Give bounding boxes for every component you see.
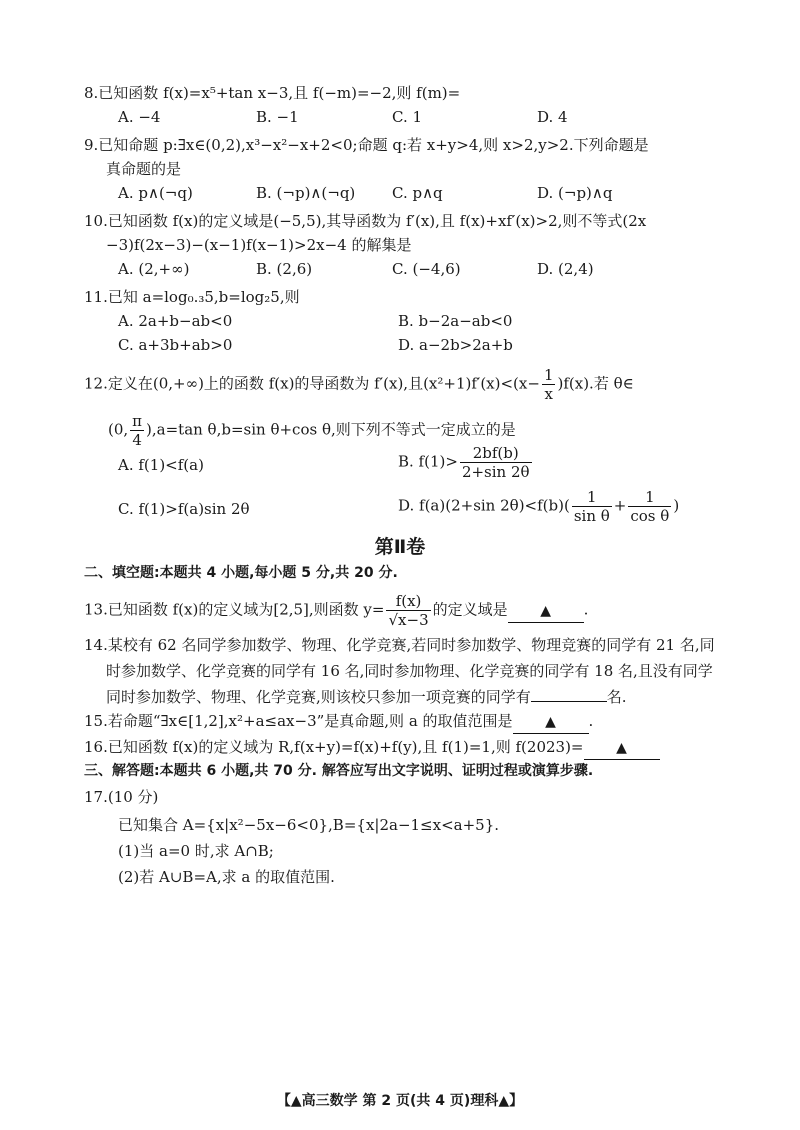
q12-option-d-plus: + — [613, 496, 627, 515]
q9-option-c: C. p∧q — [392, 184, 443, 202]
q11-option-b: B. b−2a−ab<0 — [398, 312, 513, 330]
q15-blank-triangle: ▲ — [545, 714, 556, 730]
q12-option-b — [398, 444, 534, 481]
q12-fraction-pi-over-4 — [130, 412, 144, 449]
q14-line2: 时参加数学、化学竞赛的同学有 16 名,同时参加物理、化学竞赛的同学有 18 名,且没有同学 — [106, 662, 713, 680]
q12-option-b-fraction — [460, 444, 532, 481]
q10-stem-line2: −3)f(2x−3)−(x−1)f(x−1)>2x−4 的解集是 — [106, 236, 412, 254]
q12-frac-den: x — [544, 385, 553, 403]
q12-stem-line2-part-b: ),a=tan θ,b=sin θ+cos θ,则下列不等式一定成立的是 — [146, 420, 516, 439]
q9-option-d: D. (¬p)∧q — [537, 184, 613, 202]
q8-option-b: B. −1 — [256, 108, 299, 126]
q15-stem-text: 15.若命题“∃x∈[1,2],x²+a≤ax−3”是真命题,则 a 的取值范围是 — [84, 712, 513, 730]
q12-option-b-num: 2bf(b) — [460, 444, 532, 463]
q8-stem: 8.已知函数 f(x)=x⁵+tan x−3,且 f(−m)=−2,则 f(m)= — [84, 84, 461, 102]
q14-line3-text: 同时参加数学、物理、化学竞赛,则该校只参加一项竞赛的同学有 — [106, 688, 531, 706]
q12-option-d-n2: 1 — [628, 488, 671, 507]
q12-stem-line1 — [84, 366, 634, 403]
q12-fraction-1-over-x — [542, 366, 556, 403]
q12-option-d-suffix: ) — [673, 496, 680, 515]
q17-part1: (1)当 a=0 时,求 A∩B; — [118, 842, 274, 860]
q12-option-a: A. f(1)<f(a) — [118, 456, 204, 474]
q16-stem-text: 16.已知函数 f(x)的定义域为 R,f(x+y)=f(x)+f(y),且 f(1)=1,则 f(2023)= — [84, 738, 584, 756]
q8-option-c: C. 1 — [392, 108, 423, 126]
fill-in-header: 二、填空题:本题共 4 小题,每小题 5 分,共 20 分. — [84, 565, 398, 581]
q11-option-c: C. a+3b+ab>0 — [118, 336, 233, 354]
q17-title: 17.(10 分) — [84, 788, 159, 806]
q13-stem-part-b: 的定义域是 — [432, 600, 508, 619]
q13-blank-triangle: ▲ — [540, 602, 552, 619]
q12-stem-line2-part-a: (0, — [108, 420, 129, 439]
q12-stem-line1-part-b: )f(x).若 θ∈ — [557, 374, 634, 393]
q12-frac-num: 1 — [543, 366, 554, 384]
q12-option-d-frac2 — [628, 488, 671, 525]
q15-stem — [84, 710, 593, 734]
q10-option-b: B. (2,6) — [256, 260, 313, 278]
q14-line3-end: 名. — [606, 688, 627, 706]
q12-option-d-prefix: D. f(a)(2+sin 2θ)<f(b)( — [398, 496, 570, 515]
q12-stem-line1-part-a: 12.定义在(0,+∞)上的函数 f(x)的导函数为 f′(x),且(x²+1)f′(x)<(x− — [84, 374, 540, 393]
q12-option-b-den: 2+sin 2θ — [461, 463, 530, 481]
q12-option-b-prefix: B. f(1)> — [398, 452, 458, 471]
q12-option-d-n1: 1 — [572, 488, 612, 507]
q13-stem-part-a: 13.已知函数 f(x)的定义域为[2,5],则函数 y= — [84, 600, 385, 619]
q12-option-d-d2: cos θ — [630, 507, 670, 525]
q10-option-d: D. (2,4) — [537, 260, 594, 278]
section-2-title: 第Ⅱ卷 — [374, 536, 426, 558]
q13-frac-den: √x−3 — [388, 611, 429, 629]
q12-option-d-d1: sin θ — [573, 507, 610, 525]
q17-part2: (2)若 A∪B=A,求 a 的取值范围. — [118, 868, 335, 886]
q17-given: 已知集合 A={x|x²−5x−6<0},B={x|2a−1≤x<a+5}. — [118, 816, 500, 834]
q12-option-c: C. f(1)>f(a)sin 2θ — [118, 500, 250, 518]
q12-option-d-frac1 — [572, 488, 612, 525]
q13-answer-blank — [508, 599, 584, 623]
solution-header: 三、解答题:本题共 6 小题,共 70 分. 解答应写出文字说明、证明过程或演算步骤. — [84, 763, 594, 779]
q12-pi-num: π — [132, 412, 143, 430]
q14-line3 — [106, 686, 627, 708]
q13-end: . — [583, 600, 589, 619]
q13-frac-num: f(x) — [386, 592, 430, 611]
q10-option-c: C. (−4,6) — [392, 260, 461, 278]
q12-pi-den: 4 — [132, 431, 142, 449]
q10-stem-line1: 10.已知函数 f(x)的定义域是(−5,5),其导函数为 f′(x),且 f(x)+xf′(x)>2,则不等式(2x — [84, 212, 647, 230]
q16-answer-blank — [584, 736, 660, 760]
q10-option-a: A. (2,+∞) — [118, 260, 190, 278]
q14-answer-blank — [531, 701, 607, 702]
q11-option-a: A. 2a+b−ab<0 — [118, 312, 233, 330]
q16-stem — [84, 736, 660, 760]
q9-stem-line1: 9.已知命题 p:∃x∈(0,2),x³−x²−x+2<0;命题 q:若 x+y>4,则 x>2,y>2.下列命题是 — [84, 136, 649, 154]
q13-fraction — [386, 592, 430, 629]
q15-answer-blank — [513, 710, 589, 734]
q11-stem: 11.已知 a=log₀.₃5,b=log₂5,则 — [84, 288, 300, 306]
q14-line1: 14.某校有 62 名同学参加数学、物理、化学竞赛,若同时参加数学、物理竞赛的同学有 21 名,同 — [84, 636, 715, 654]
q13-stem — [84, 592, 588, 629]
q11-option-d: D. a−2b>2a+b — [398, 336, 513, 354]
q16-blank-triangle: ▲ — [616, 740, 627, 756]
q9-stem-line2: 真命题的是 — [106, 160, 182, 178]
q12-option-d — [398, 488, 679, 525]
q8-option-d: D. 4 — [537, 108, 568, 126]
q8-option-a: A. −4 — [118, 108, 161, 126]
q9-option-a: A. p∧(¬q) — [118, 184, 193, 202]
page-footer: 【▲高三数学 第 2 页(共 4 页)理科▲】 — [276, 1093, 524, 1109]
q9-option-b: B. (¬p)∧(¬q) — [256, 184, 356, 202]
q15-end: . — [588, 712, 594, 730]
